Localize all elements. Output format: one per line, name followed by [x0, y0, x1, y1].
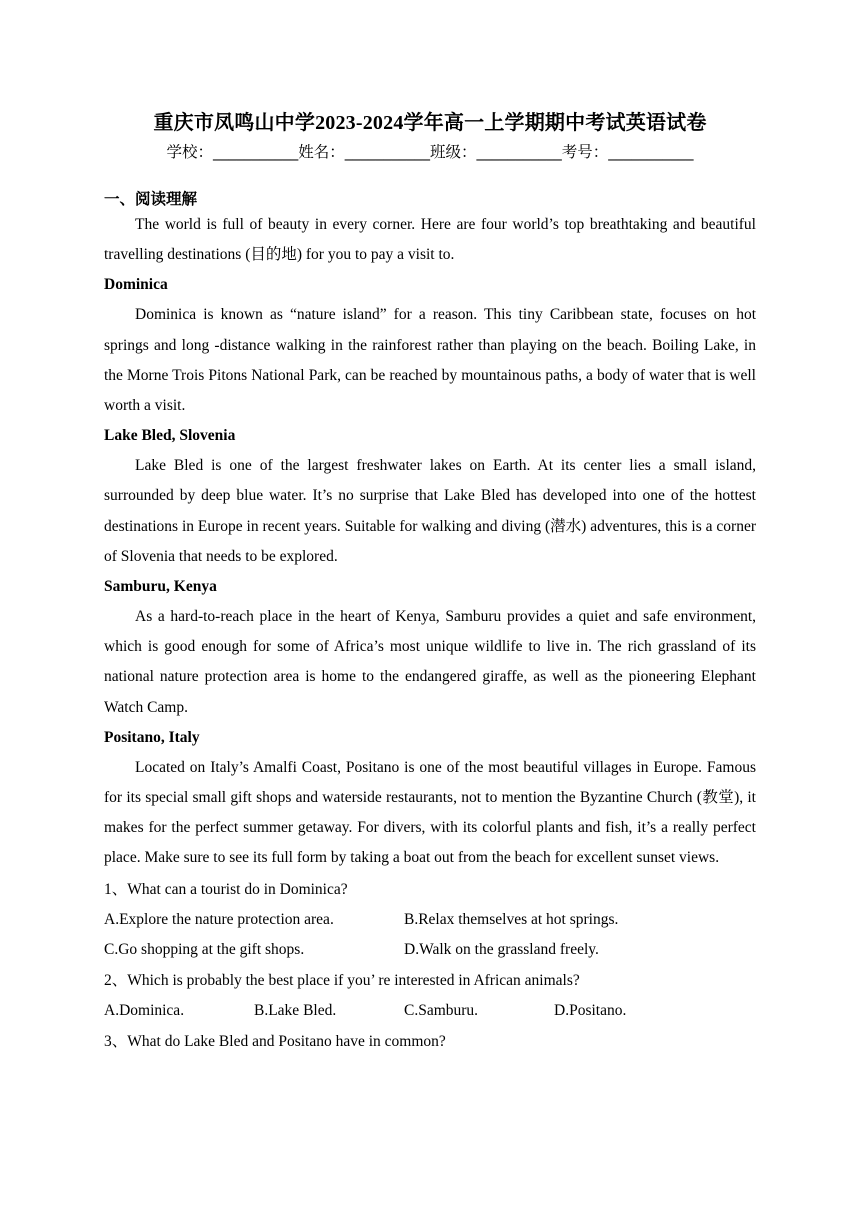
destination-text-positano: Located on Italy’s Amalfi Coast, Positano is one of the most beautiful villages in Europe. Famous for its special small gift shops and waterside restaurants, not to mention the Byzantine Church (教堂), it makes for the perfect summer getaway. For divers, with its colorful plants and fish, it’s a really perfect place. Make sure to see its full form by taking a boat out from the beach for excellent sunset views. [104, 758, 756, 867]
destination-heading-dominica: Dominica [104, 276, 168, 294]
exam-number-field: 考号：___________ [561, 143, 694, 161]
student-info-line [104, 140, 756, 164]
question-1-options-row-2 [104, 935, 756, 965]
question-2-option-c: C.Samburu. [404, 1001, 479, 1019]
question-1-stem: 1、What can a tourist do in Dominica? [104, 880, 348, 898]
question-2-options-row [104, 996, 756, 1026]
question-2-stem: 2、Which is probably the best place if you’ re interested in African animals? [104, 971, 580, 989]
question-1-option-b: B.Relax themselves at hot springs. [404, 910, 619, 928]
question-2-option-a: A.Dominica. [104, 1001, 185, 1019]
destination-heading-samburu: Samburu, Kenya [104, 578, 217, 596]
exam-page [104, 108, 756, 1057]
question-2-option-d: D.Positano. [554, 1001, 627, 1019]
destination-text-samburu: As a hard-to-reach place in the heart of Kenya, Samburu provides a quiet and safe environment, which is good enough for some of Africa’s most unique wildlife to live in. The rich grassland of its national nature protection area is home to the endangered giraffe, as well as the pioneering Elephant Watch Camp. [104, 608, 756, 716]
class-field: 班级：___________ [430, 143, 562, 161]
name-field: 姓名：___________ [298, 143, 430, 161]
intro-paragraph: The world is full of beauty in every corner. Here are four world’s top breathtaking and beautiful travelling destinations (目的地) for you to pay a visit to. [104, 216, 756, 264]
destination-text-dominica: Dominica is known as “nature island” for a reason. This tiny Caribbean state, focuses on hot springs and long -distance walking in the rainforest rather than playing on the beach. Boiling Lake, in the Morne Trois Pitons National Park, can be reached by mountainous paths, a body of water that is well worth a visit. [104, 306, 756, 415]
destination-heading-lake-bled: Lake Bled, Slovenia [104, 427, 236, 445]
section-heading: 一、阅读理解 [104, 190, 198, 208]
question-1-option-a: A.Explore the nature protection area. [104, 910, 334, 928]
question-3-stem: 3、What do Lake Bled and Positano have in common? [104, 1032, 446, 1050]
question-1-options-row-1 [104, 905, 756, 935]
question-1-option-d: D.Walk on the grassland freely. [404, 940, 599, 958]
exam-title: 重庆市凤鸣山中学2023-2024学年高一上学期期中考试英语试卷 [153, 112, 707, 134]
question-1-option-c: C.Go shopping at the gift shops. [104, 940, 305, 958]
destination-text-lake-bled: Lake Bled is one of the largest freshwater lakes on Earth. At its center lies a small island, surrounded by deep blue water. It’s no surprise that Lake Bled has developed into one of the hottest destinations in Europe in recent years. Suitable for walking and diving (潜水) adventures, this is a corner of Slovenia that needs to be explored. [104, 457, 756, 565]
school-field: 学校：___________ [166, 143, 299, 161]
question-2-option-b: B.Lake Bled. [254, 1001, 337, 1019]
destination-heading-positano: Positano, Italy [104, 728, 200, 746]
